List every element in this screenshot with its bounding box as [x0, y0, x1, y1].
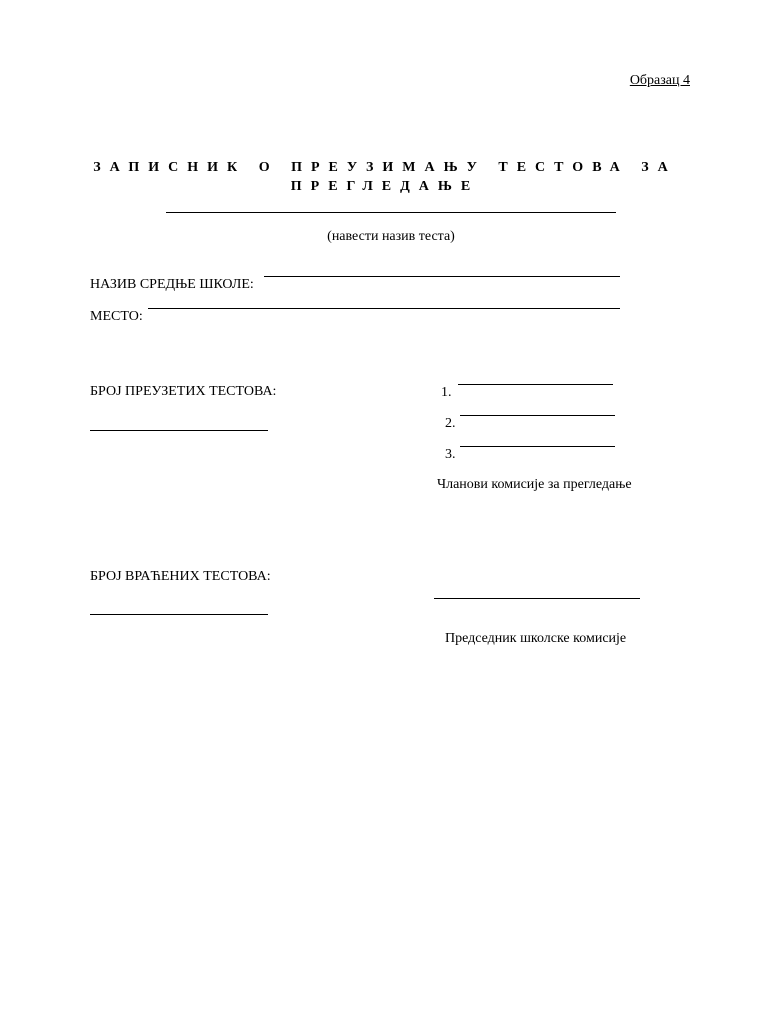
test-name-caption: (навести назив теста)	[327, 229, 455, 244]
school-name-line[interactable]	[264, 276, 620, 277]
received-tests-line[interactable]	[90, 430, 268, 431]
returned-tests-label: БРОЈ ВРАЋЕНИХ ТЕСТОВА:	[90, 569, 271, 584]
member-number-2: 2.	[445, 416, 456, 431]
member-line-3[interactable]	[460, 446, 615, 447]
place-line[interactable]	[148, 308, 620, 309]
school-name-label: НАЗИВ СРЕДЊЕ ШКОЛЕ:	[90, 277, 254, 292]
received-tests-label: БРОЈ ПРЕУЗЕТИХ ТЕСТОВА:	[90, 384, 277, 399]
form-number: Образац 4	[629, 73, 690, 88]
member-number-3: 3.	[445, 447, 456, 462]
president-signature-line[interactable]	[434, 598, 640, 599]
document-title	[90, 158, 680, 196]
member-number-1: 1.	[441, 385, 452, 400]
president-caption: Председник школске комисије	[445, 631, 627, 646]
member-line-2[interactable]	[460, 415, 615, 416]
title-line-2: ПРЕГЛЕДАЊЕ	[290, 179, 480, 194]
place-label: МЕСТО:	[90, 309, 143, 324]
returned-tests-line[interactable]	[90, 614, 268, 615]
member-line-1[interactable]	[458, 384, 613, 385]
test-name-line[interactable]	[166, 212, 616, 213]
members-caption: Чланови комисије за прегледање	[437, 477, 632, 492]
title-line-1: ЗАПИСНИК О ПРЕУЗИМАЊУ ТЕСТОВА ЗА	[93, 160, 677, 175]
